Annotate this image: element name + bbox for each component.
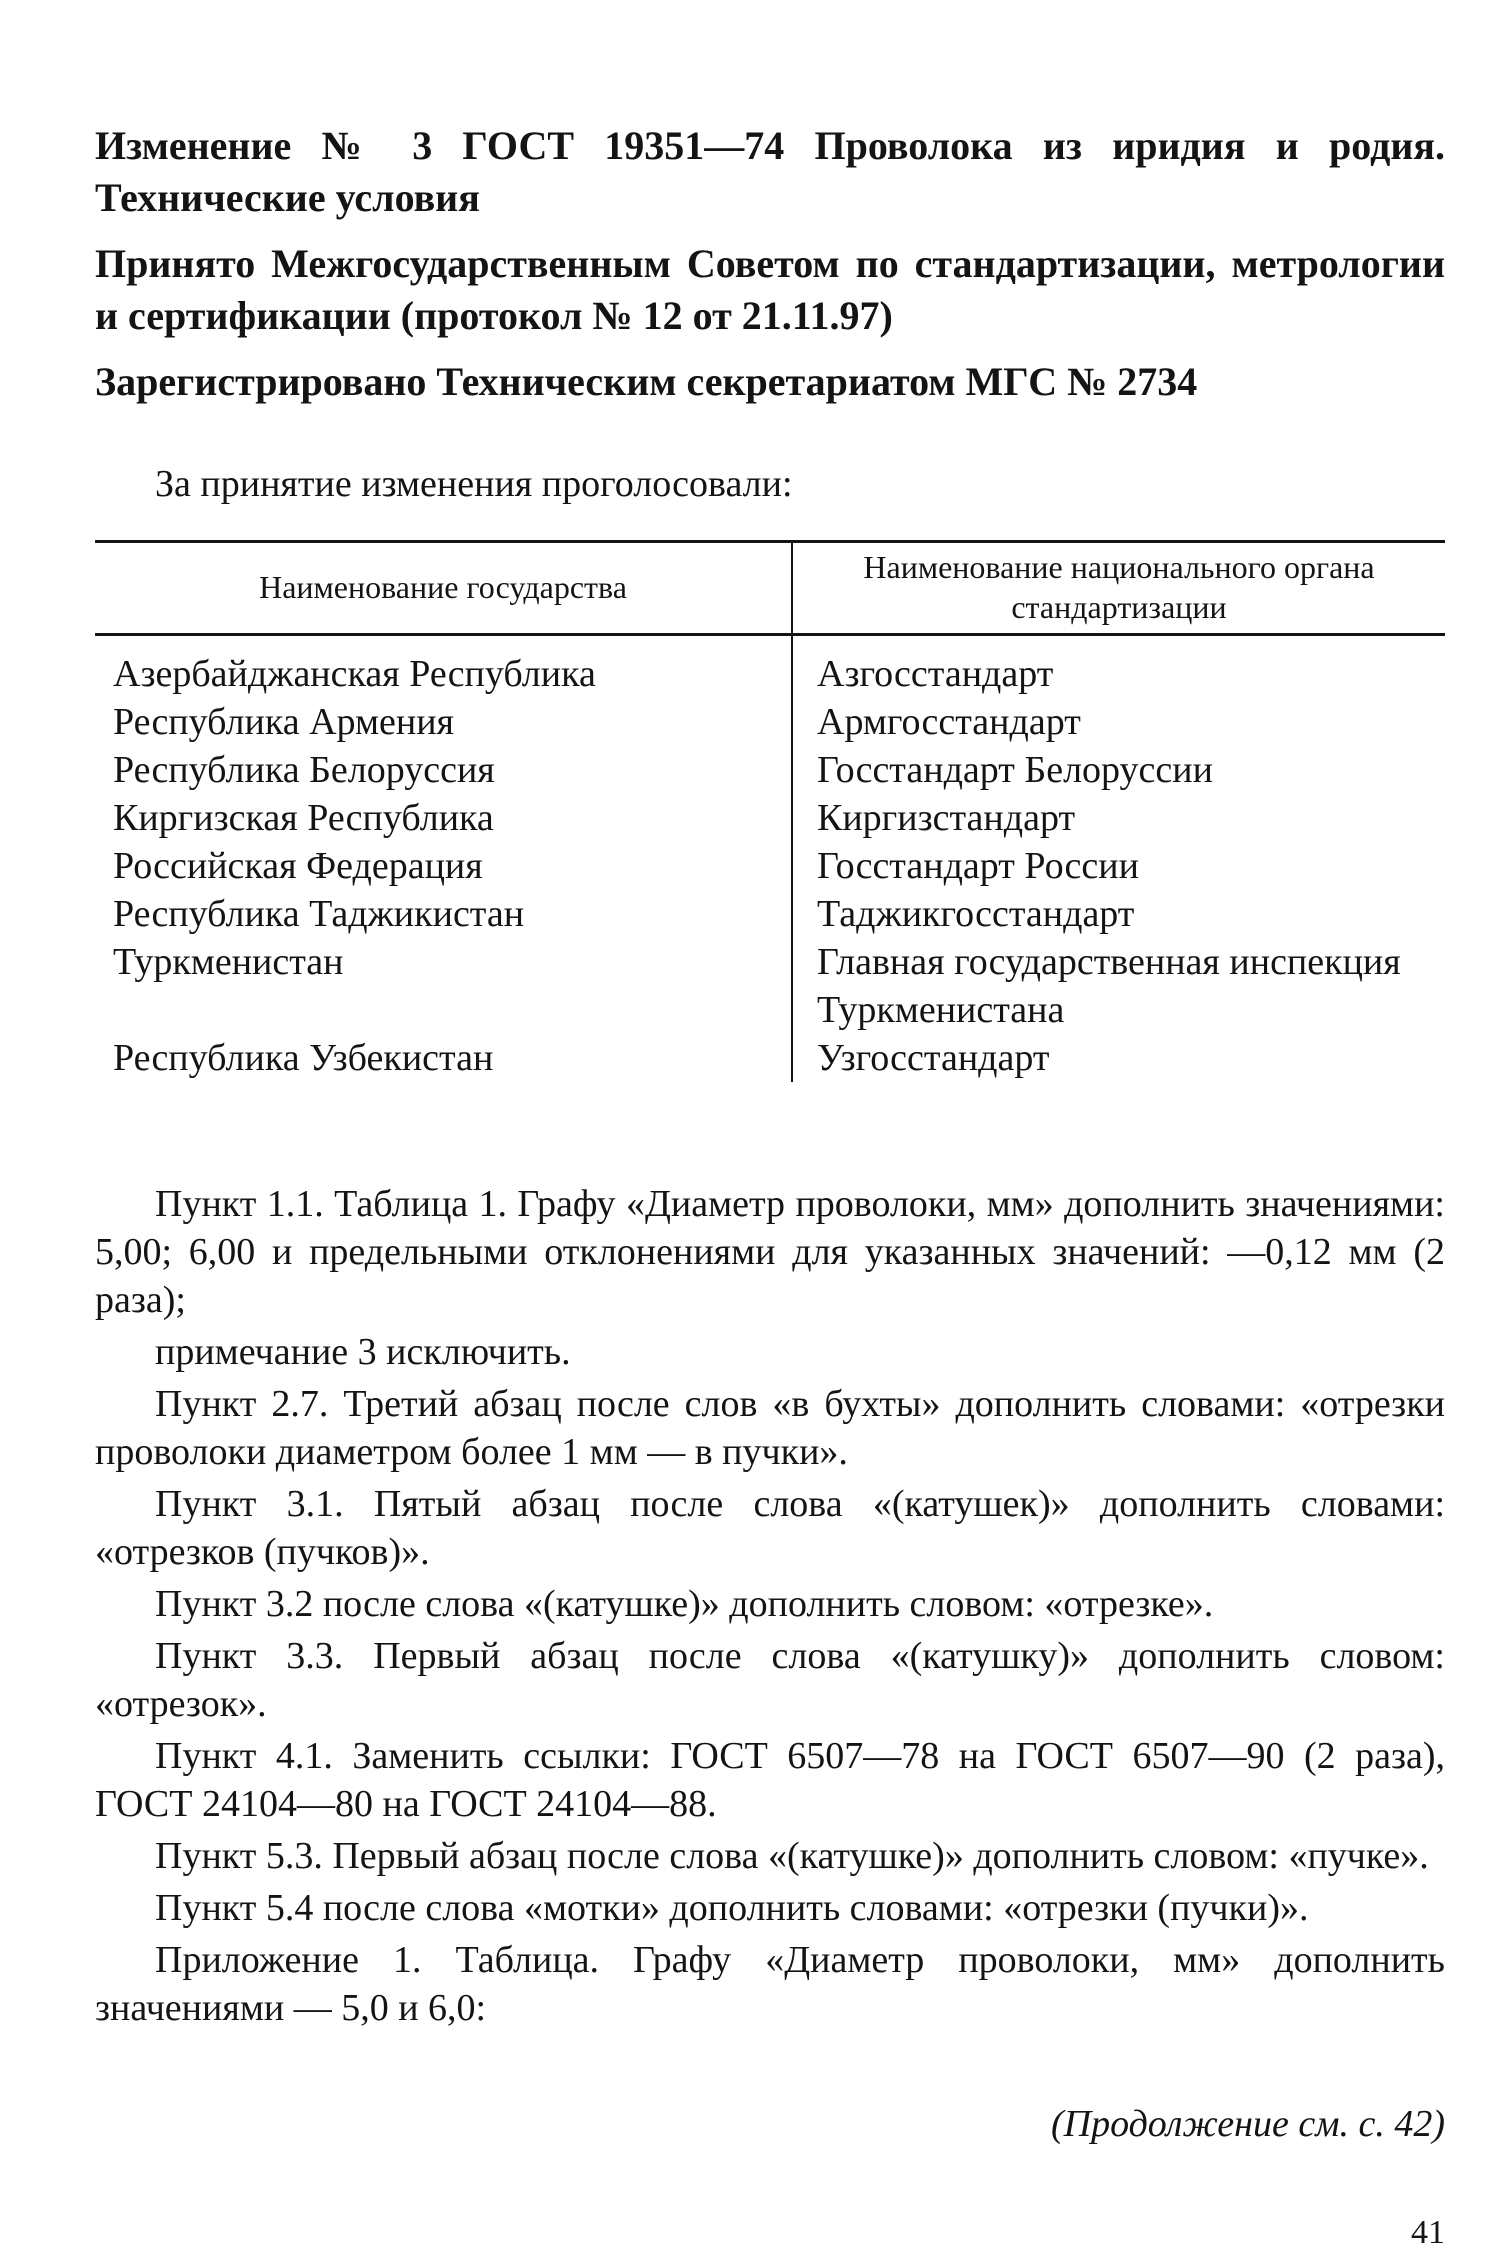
column-header-standards-body: Наименование национального органа стандартизации [792, 542, 1445, 635]
paragraph: Пункт 5.4 после слова «мотки» дополнить словами: «отрезки (пучки)». [155, 1887, 1309, 1929]
adoption-note: Принято Межгосударственным Советом по стандартизации, метрологии и сертификации (протокол № 12 от 21.11.97) [95, 241, 1445, 338]
state-cell: Туркменистан [95, 938, 792, 1034]
paragraph: Пункт 3.2 после слова «(катушке)» дополнить словом: «отрезке». [155, 1583, 1214, 1625]
standards-body-cell: Главная государственная инспекция Туркменистана [817, 941, 1401, 1031]
standards-body-cell: Азгосстандарт [817, 653, 1054, 695]
state-cell: Республика Белоруссия [95, 746, 792, 794]
table-row [95, 746, 1445, 794]
standards-body-cell: Армгосстандарт [817, 701, 1081, 743]
table-header-row [95, 542, 1445, 635]
amendment-title: Изменение № 3 ГОСТ 19351—74 Проволока из иридия и родия. Технические условия [95, 123, 1445, 220]
paragraph: Пункт 2.7. Третий абзац после слов «в бухты» дополнить словами: «отрезки проволоки диаметром более 1 мм — в пучки». [95, 1383, 1445, 1473]
voted-intro: За принятие изменения проголосовали: [155, 463, 793, 505]
column-header-state: Наименование государства [95, 542, 792, 635]
document-page [95, 120, 1445, 2252]
standards-body-cell: Госстандарт Белоруссии [817, 749, 1213, 791]
table-row [95, 635, 1445, 699]
state-cell: Киргизская Республика [95, 794, 792, 842]
table-row [95, 698, 1445, 746]
table-row [95, 794, 1445, 842]
standards-body-cell: Узгосстандарт [817, 1037, 1050, 1079]
state-cell: Республика Таджикистан [95, 890, 792, 938]
paragraph: Пункт 3.1. Пятый абзац после слова «(катушек)» дополнить словами: «отрезков (пучков)». [95, 1483, 1445, 1573]
paragraph: Пункт 3.3. Первый абзац после слова «(катушку)» дополнить словом: «отрезок». [95, 1635, 1445, 1725]
paragraph: Пункт 4.1. Заменить ссылки: ГОСТ 6507—78 на ГОСТ 6507—90 (2 раза), ГОСТ 24104—80 на ГОСТ 24104—88. [95, 1735, 1445, 1825]
state-cell: Республика Узбекистан [95, 1034, 792, 1082]
table-row [95, 938, 1445, 1034]
paragraph: Приложение 1. Таблица. Графу «Диаметр проволоки, мм» дополнить значениями — 5,0 и 6,0: [95, 1939, 1445, 2029]
page-number: 41 [1411, 2214, 1445, 2251]
state-cell: Азербайджанская Республика [95, 635, 792, 699]
state-cell: Республика Армения [95, 698, 792, 746]
voting-states-table [95, 540, 1445, 1082]
standards-body-cell: Таджикгосстандарт [817, 893, 1135, 935]
continuation-note: (Продолжение см. с. 42) [1050, 2103, 1445, 2145]
table-row [95, 842, 1445, 890]
paragraph: Пункт 1.1. Таблица 1. Графу «Диаметр проволоки, мм» дополнить значениями: 5,00; 6,00 и предельными отклонениями для указанных значений: —0,12 мм (2 раза); [95, 1183, 1445, 1321]
amendment-text [95, 1180, 1445, 2032]
registration-note: Зарегистрировано Техническим секретариатом МГС № 2734 [95, 359, 1198, 404]
standards-body-cell: Киргизстандарт [817, 797, 1076, 839]
paragraph: примечание 3 исключить. [155, 1331, 571, 1373]
table-row [95, 890, 1445, 938]
standards-body-cell: Госстандарт России [817, 845, 1139, 887]
paragraph: Пункт 5.3. Первый абзац после слова «(катушке)» дополнить словом: «пучке». [155, 1835, 1429, 1877]
table-row [95, 1034, 1445, 1082]
state-cell: Российская Федерация [95, 842, 792, 890]
